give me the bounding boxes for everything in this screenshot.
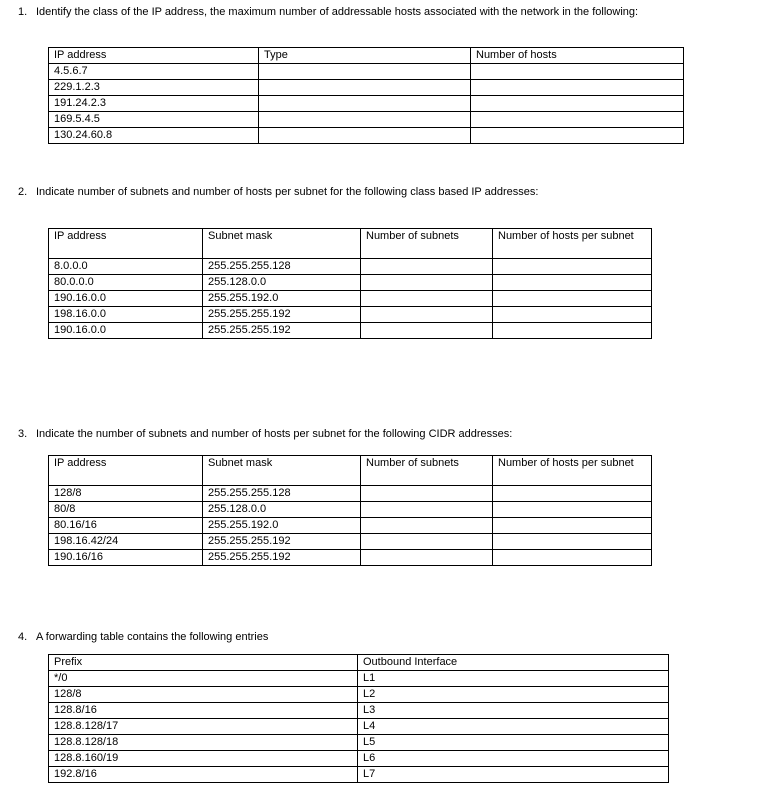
table-row <box>49 534 652 550</box>
table-row <box>49 518 652 534</box>
table-cell <box>493 502 652 518</box>
table-cell: 198.16.0.0 <box>49 307 203 323</box>
table-cell <box>493 275 652 291</box>
table-row <box>49 96 684 112</box>
table-cell <box>493 291 652 307</box>
table-row <box>49 502 652 518</box>
table-cell: 128.8.160/19 <box>49 751 358 767</box>
table-row <box>49 671 669 687</box>
table-cell: 80.16/16 <box>49 518 203 534</box>
question-2-number: 2. <box>18 186 28 198</box>
table-row <box>49 128 684 144</box>
table-cell: 192.8/16 <box>49 767 358 783</box>
column-header: Subnet mask <box>203 229 361 259</box>
table-cell: 191.24.2.3 <box>49 96 259 112</box>
table-cell <box>361 323 493 339</box>
table-cell: 198.16.42/24 <box>49 534 203 550</box>
table-cell <box>361 307 493 323</box>
table-cell <box>361 550 493 566</box>
column-header: Prefix <box>49 655 358 671</box>
column-header: IP address <box>49 456 203 486</box>
table-cell: 255.255.255.192 <box>203 534 361 550</box>
table-cell <box>471 112 684 128</box>
table-cell: 255.255.255.192 <box>203 550 361 566</box>
table-cell: 169.5.4.5 <box>49 112 259 128</box>
column-header: Outbound Interface <box>358 655 669 671</box>
table-cell <box>493 307 652 323</box>
table-cell: 128.8.128/18 <box>49 735 358 751</box>
cidr-subnet-table <box>48 455 652 566</box>
question-3 <box>18 428 512 441</box>
table-cell: 255.255.255.128 <box>203 259 361 275</box>
forwarding-table <box>48 654 669 783</box>
table-cell: 190.16.0.0 <box>49 291 203 307</box>
table-cell <box>493 550 652 566</box>
table-cell <box>361 275 493 291</box>
table-cell: 255.255.192.0 <box>203 518 361 534</box>
table-row <box>49 687 669 703</box>
table-cell <box>493 486 652 502</box>
table-cell: 255.255.192.0 <box>203 291 361 307</box>
table-row <box>49 291 652 307</box>
table-row <box>49 64 684 80</box>
question-4 <box>18 631 268 644</box>
column-header: Number of hosts per subnet <box>493 456 652 486</box>
table-cell: L2 <box>358 687 669 703</box>
table-cell <box>259 112 471 128</box>
table-cell: 255.255.255.192 <box>203 307 361 323</box>
question-2-text: Indicate number of subnets and number of hosts per subnet for the following class based IP addresses: <box>36 186 539 198</box>
question-4-number: 4. <box>18 631 28 643</box>
table-cell: 80.0.0.0 <box>49 275 203 291</box>
table-cell: 255.128.0.0 <box>203 275 361 291</box>
table-cell: 130.24.60.8 <box>49 128 259 144</box>
question-1-number: 1. <box>18 6 28 18</box>
table-row <box>49 80 684 96</box>
column-header: Number of subnets <box>361 456 493 486</box>
table-cell: 8.0.0.0 <box>49 259 203 275</box>
column-header: Type <box>259 48 471 64</box>
table-row <box>49 307 652 323</box>
table-cell: L1 <box>358 671 669 687</box>
table-cell: 190.16/16 <box>49 550 203 566</box>
table-row <box>49 275 652 291</box>
table-cell: L5 <box>358 735 669 751</box>
table-cell: 255.255.255.128 <box>203 486 361 502</box>
table-row <box>49 486 652 502</box>
table-cell: L6 <box>358 751 669 767</box>
table-cell <box>493 534 652 550</box>
table-header-row <box>49 456 652 486</box>
table-cell <box>471 64 684 80</box>
table-cell <box>361 518 493 534</box>
table-row <box>49 112 684 128</box>
table-cell: L4 <box>358 719 669 735</box>
table-cell <box>493 259 652 275</box>
table-cell: 80/8 <box>49 502 203 518</box>
table-cell: 229.1.2.3 <box>49 80 259 96</box>
table-cell: 128.8.128/17 <box>49 719 358 735</box>
table-cell <box>493 518 652 534</box>
column-header: Number of subnets <box>361 229 493 259</box>
table-cell <box>471 80 684 96</box>
table-cell: 190.16.0.0 <box>49 323 203 339</box>
table-row <box>49 767 669 783</box>
table-cell: L3 <box>358 703 669 719</box>
column-header: Number of hosts per subnet <box>493 229 652 259</box>
table-cell: 4.5.6.7 <box>49 64 259 80</box>
table-row <box>49 259 652 275</box>
question-1 <box>18 6 638 19</box>
table-row <box>49 719 669 735</box>
column-header: IP address <box>49 48 259 64</box>
table-cell <box>361 259 493 275</box>
table-row <box>49 323 652 339</box>
table-cell <box>493 323 652 339</box>
table-cell: 128/8 <box>49 486 203 502</box>
table-row <box>49 703 669 719</box>
table-cell: 128.8/16 <box>49 703 358 719</box>
column-header: Number of hosts <box>471 48 684 64</box>
table-cell: L7 <box>358 767 669 783</box>
table-cell: 255.255.255.192 <box>203 323 361 339</box>
table-cell <box>259 96 471 112</box>
classful-subnet-table <box>48 228 652 339</box>
table-row <box>49 550 652 566</box>
column-header: IP address <box>49 229 203 259</box>
ip-class-table <box>48 47 684 144</box>
table-cell <box>361 502 493 518</box>
table-cell <box>259 128 471 144</box>
table-cell <box>259 64 471 80</box>
table-cell <box>471 96 684 112</box>
table-header-row <box>49 48 684 64</box>
column-header: Subnet mask <box>203 456 361 486</box>
table-cell <box>361 486 493 502</box>
table-cell: 128/8 <box>49 687 358 703</box>
question-2 <box>18 186 538 199</box>
table-cell <box>259 80 471 96</box>
table-header-row <box>49 229 652 259</box>
table-cell <box>361 534 493 550</box>
table-cell <box>361 291 493 307</box>
table-header-row <box>49 655 669 671</box>
table-row <box>49 751 669 767</box>
table-cell: */0 <box>49 671 358 687</box>
question-4-text: A forwarding table contains the following entries <box>36 631 269 643</box>
table-row <box>49 735 669 751</box>
question-1-text: Identify the class of the IP address, the maximum number of addressable hosts associated with the network in the following: <box>36 6 639 18</box>
table-cell: 255.128.0.0 <box>203 502 361 518</box>
question-3-number: 3. <box>18 428 28 440</box>
question-3-text: Indicate the number of subnets and number of hosts per subnet for the following CIDR addresses: <box>36 428 513 440</box>
table-cell <box>471 128 684 144</box>
